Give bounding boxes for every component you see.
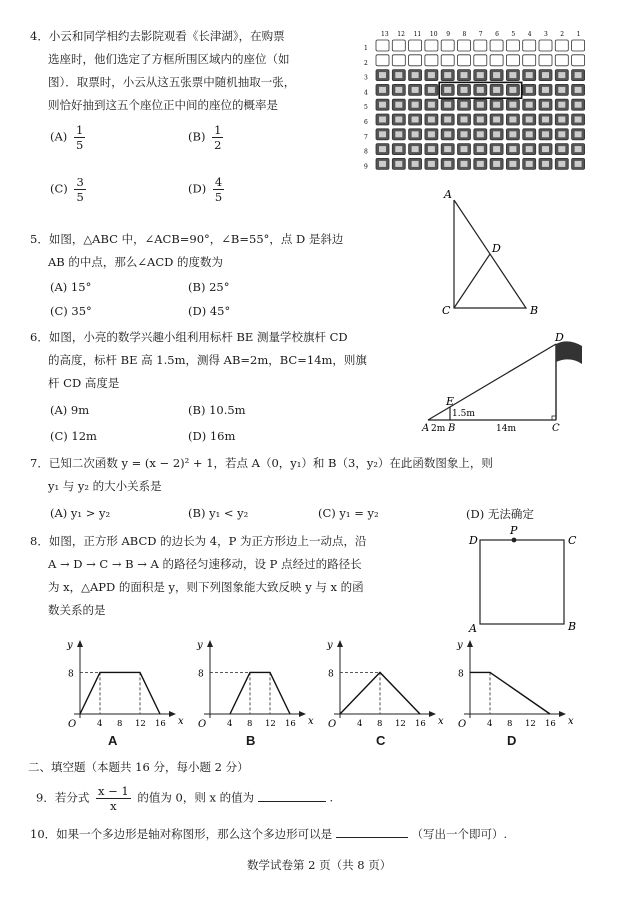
- seat-inner: [558, 161, 565, 167]
- y-axis-arrow: [467, 640, 473, 647]
- x-axis-arrow: [169, 711, 176, 717]
- option-label: (C): [50, 181, 68, 196]
- q4-stem: [30, 25, 295, 117]
- seat-row-number: 2: [364, 59, 368, 67]
- seat-row-number: 3: [364, 74, 368, 82]
- x-tick-label: 4: [487, 719, 493, 729]
- seat-chart: [362, 28, 594, 176]
- q6-option-a[interactable]: (A) 9m: [50, 403, 90, 417]
- option-label: (D): [188, 181, 207, 196]
- seat-row-number: 5: [364, 104, 368, 112]
- seat-inner: [461, 131, 468, 137]
- origin-label: O: [68, 719, 77, 730]
- option-label: (B): [188, 129, 206, 144]
- x-tick-label: 16: [545, 719, 556, 729]
- seat-col-number: 3: [544, 31, 548, 38]
- fraction: $\frac{x - 1}{x}$: [97, 784, 129, 813]
- vertex-label: A: [469, 622, 477, 635]
- origin-label: O: [198, 719, 207, 730]
- seat-inner: [395, 117, 402, 123]
- q8-line: 数关系的是: [48, 603, 106, 617]
- y-tick-label: 8: [458, 669, 464, 680]
- x-tick-label: 4: [357, 719, 363, 729]
- seat-inner: [461, 117, 468, 123]
- seat-inner: [395, 131, 402, 137]
- seat-inner: [428, 117, 435, 123]
- page-footer: 数学试卷第 2 页（共 8 页）: [247, 858, 392, 872]
- seat-inner: [542, 102, 549, 108]
- seat-inner: [379, 117, 386, 123]
- vertex-label: A: [444, 188, 452, 201]
- seat: [523, 40, 536, 51]
- q5-line: AB 的中点，那么∠ACD 的度数为: [48, 255, 224, 269]
- seat-col-number: 4: [527, 31, 532, 38]
- seat-inner: [444, 131, 451, 137]
- q6-option-d[interactable]: (D) 16m: [188, 429, 236, 443]
- q5-option-d[interactable]: (D) 45°: [188, 304, 231, 318]
- seat-inner: [461, 161, 468, 167]
- seat-inner: [444, 117, 451, 123]
- seat-inner: [509, 131, 516, 137]
- seat-inner: [509, 102, 516, 108]
- q6-flagpole-figure: [420, 328, 600, 436]
- seat-inner: [477, 102, 484, 108]
- seat-col-number: 8: [462, 31, 467, 38]
- q8-stem: [30, 530, 366, 622]
- q8-graph-c: [320, 636, 444, 730]
- seat: [376, 55, 389, 66]
- graph-label-d[interactable]: D: [507, 733, 517, 748]
- seat-inner: [379, 72, 386, 78]
- fraction: $\frac{1}{5}$: [75, 123, 84, 152]
- q9: [36, 784, 333, 813]
- seat-inner: [444, 161, 451, 167]
- seat: [572, 40, 585, 51]
- seat-inner: [477, 131, 484, 137]
- q8-graph-a: [60, 636, 184, 730]
- seat-inner: [509, 72, 516, 78]
- point-label: E: [446, 395, 455, 408]
- flag-icon: [556, 341, 582, 364]
- q9-text: 的值为 0，则 x 的值为: [137, 790, 255, 805]
- x-axis-label: x: [308, 716, 314, 727]
- seat-col-number: 5: [511, 31, 516, 38]
- q4-option-d[interactable]: [188, 175, 227, 204]
- q8-line: 为 x，△APD 的面积是 y，则下列图象能大致反映 y 与 x 的函: [48, 580, 364, 594]
- seat: [572, 55, 585, 66]
- seat: [490, 55, 503, 66]
- seat-row-number: 8: [364, 148, 368, 156]
- seat-inner: [575, 131, 582, 137]
- seat: [425, 40, 438, 51]
- seat-inner: [477, 146, 484, 152]
- function-graph-line: [80, 672, 160, 714]
- seat-inner: [526, 146, 533, 152]
- seat: [441, 55, 454, 66]
- seat-inner: [428, 72, 435, 78]
- seat-row-number: 9: [364, 163, 368, 171]
- seat-inner: [444, 72, 451, 78]
- x-tick-label: 12: [135, 719, 146, 729]
- fraction: $\frac{3}{5}$: [76, 175, 84, 204]
- seat-inner: [428, 87, 435, 93]
- seat: [409, 40, 422, 51]
- seat-inner: [493, 131, 500, 137]
- option-label: (A): [50, 129, 68, 144]
- seat-inner: [477, 72, 484, 78]
- x-axis-arrow: [559, 711, 566, 717]
- seat-inner: [444, 102, 451, 108]
- q4-line: 则恰好抽到这五个座位正中间的座位的概率是: [48, 98, 278, 112]
- seat-inner: [509, 161, 516, 167]
- seat-inner: [461, 102, 468, 108]
- q6-line: 杆 CD 高度是: [48, 376, 120, 390]
- graph-label-b[interactable]: B: [246, 733, 256, 748]
- seat-inner: [477, 117, 484, 123]
- x-axis-arrow: [299, 711, 306, 717]
- seat: [392, 40, 405, 51]
- seat: [539, 40, 552, 51]
- q7-line: y₁ 与 y₂ 的大小关系是: [48, 479, 162, 493]
- seat-inner: [444, 146, 451, 152]
- seat-inner: [461, 72, 468, 78]
- q5-line: 5．如图，△ABC 中，∠ACB=90°，∠B=55°，点 D 是斜边: [30, 232, 344, 246]
- q7-stem: [30, 452, 493, 498]
- seat: [490, 40, 503, 51]
- q7-line: 7．已知二次函数 y = (x − 2)² + 1，若点 A（0，y₁）和 B（3，y₂）在此函数图象上，则: [30, 456, 493, 470]
- point-label: B: [448, 423, 456, 434]
- x-tick-label: 16: [155, 719, 166, 729]
- x-tick-label: 8: [117, 719, 123, 729]
- answer-blank[interactable]: [336, 825, 408, 838]
- length-label: 2m: [431, 424, 446, 434]
- x-axis-label: x: [438, 716, 444, 727]
- q7-option-c[interactable]: (C) y₁ = y₂: [318, 506, 379, 520]
- seat-inner: [493, 87, 500, 93]
- function-graph-line: [470, 672, 550, 714]
- seat: [555, 55, 568, 66]
- seat-inner: [558, 131, 565, 137]
- x-tick-label: 8: [507, 719, 513, 729]
- seat-col-number: 12: [397, 31, 405, 38]
- graph-label-c[interactable]: C: [376, 733, 386, 748]
- q5-option-c[interactable]: (C) 35°: [50, 304, 92, 318]
- seat-inner: [428, 102, 435, 108]
- origin-label: O: [458, 719, 467, 730]
- seat: [441, 40, 454, 51]
- seat-inner: [575, 87, 582, 93]
- seat: [458, 55, 471, 66]
- seat-inner: [395, 146, 402, 152]
- seat-inner: [379, 146, 386, 152]
- seat: [458, 40, 471, 51]
- seat-row-number: 6: [364, 119, 368, 126]
- point-p-dot: [512, 538, 517, 543]
- q8-square-figure: [464, 522, 584, 634]
- seat-col-number: 11: [413, 31, 422, 38]
- q4-line: 4．小云和同学相约去影院观看《长津湖》，在购票: [30, 29, 285, 43]
- q8-line: 8．如图，正方形 ABCD 的边长为 4，P 为正方形边上一动点，沿: [30, 534, 367, 548]
- seat-inner: [526, 87, 533, 93]
- seat-inner: [575, 72, 582, 78]
- section-heading: 二、填空题（本题共 16 分，每小题 2 分）: [28, 760, 249, 774]
- seat-row-number: 4: [364, 89, 368, 97]
- seat-inner: [575, 146, 582, 152]
- seat-inner: [379, 131, 386, 137]
- seat-col-number: 9: [446, 31, 451, 38]
- q5-stem: [30, 228, 343, 274]
- y-tick-label: 8: [198, 669, 204, 680]
- seat-inner: [379, 102, 386, 108]
- q4-option-b[interactable]: [188, 123, 226, 152]
- origin-label: O: [328, 719, 337, 730]
- seat-inner: [526, 131, 533, 137]
- q6-stem: [30, 326, 367, 395]
- length-label: 14m: [496, 424, 516, 434]
- q10-text: 10．如果一个多边形是轴对称图形，那么这个多边形可以是: [30, 827, 333, 841]
- seat-col-number: 2: [560, 31, 565, 38]
- vertex-label: C: [442, 304, 451, 317]
- point-label: P: [510, 524, 518, 537]
- seat-inner: [575, 102, 582, 108]
- q6-option-b[interactable]: (B) 10.5m: [188, 403, 246, 417]
- seat-inner: [412, 131, 419, 137]
- seat-inner: [493, 161, 500, 167]
- q4-line: 图）．取票时，小云从这五张票中随机抽取一张，: [48, 75, 296, 89]
- x-tick-label: 16: [285, 719, 296, 729]
- seat: [409, 55, 422, 66]
- seat-inner: [428, 146, 435, 152]
- seat-inner: [428, 131, 435, 137]
- q6-line: 的高度，标杆 BE 高 1.5m，测得 AB=2m，BC=14m，则旗: [48, 353, 367, 367]
- seat: [425, 55, 438, 66]
- vertex-label: C: [568, 534, 577, 547]
- seat: [392, 55, 405, 66]
- seat: [539, 55, 552, 66]
- y-axis-label: y: [457, 640, 463, 651]
- x-axis-arrow: [429, 711, 436, 717]
- seat-inner: [509, 117, 516, 123]
- q9-text: 9．若分式: [36, 790, 90, 805]
- seat-inner: [412, 117, 419, 123]
- seat: [506, 55, 519, 66]
- q5-triangle-figure: [436, 186, 556, 318]
- seat-inner: [477, 87, 484, 93]
- seat-inner: [493, 72, 500, 78]
- seat-inner: [542, 72, 549, 78]
- vertex-label: B: [530, 304, 539, 317]
- x-tick-label: 16: [415, 719, 426, 729]
- q6-option-c[interactable]: (C) 12m: [50, 429, 97, 443]
- x-tick-label: 4: [227, 719, 233, 729]
- seat-inner: [444, 87, 451, 93]
- seat-inner: [526, 117, 533, 123]
- vertex-label: D: [469, 534, 478, 547]
- q7-option-d[interactable]: (D) 无法确定: [466, 507, 534, 521]
- seat-row-number: 7: [364, 133, 368, 141]
- y-tick-label: 8: [328, 669, 334, 680]
- q8-graph-b: [190, 636, 314, 730]
- seat-col-number: 13: [381, 31, 389, 38]
- seat-inner: [493, 102, 500, 108]
- seat-inner: [509, 87, 516, 93]
- q4-option-a[interactable]: [50, 123, 88, 152]
- seat-inner: [542, 87, 549, 93]
- x-axis-label: x: [178, 716, 184, 727]
- seat-inner: [379, 161, 386, 167]
- seat: [523, 55, 536, 66]
- seat-inner: [558, 146, 565, 152]
- point-label: A: [422, 423, 430, 434]
- q5-option-a[interactable]: (A) 15°: [50, 280, 92, 294]
- q9-text: .: [329, 790, 334, 805]
- seat-inner: [412, 161, 419, 167]
- seat: [506, 40, 519, 51]
- x-tick-label: 12: [525, 719, 536, 729]
- x-tick-label: 4: [97, 719, 103, 729]
- q4-line: 选座时，他们选定了方框所围区域内的座位（如: [48, 52, 290, 66]
- point-label: D: [555, 331, 564, 344]
- graph-label-a[interactable]: A: [108, 733, 118, 748]
- seat-inner: [542, 146, 549, 152]
- seat: [376, 40, 389, 51]
- seat-inner: [526, 161, 533, 167]
- q7-option-b[interactable]: (B) y₁ < y₂: [188, 506, 249, 520]
- q6-line: 6．如图，小亮的数学兴趣小组利用标杆 BE 测量学校旗杆 CD: [30, 330, 348, 344]
- q5-option-b[interactable]: (B) 25°: [188, 280, 230, 294]
- seat-inner: [542, 131, 549, 137]
- length-label: 1.5m: [452, 409, 475, 419]
- q10-text: （写出一个即可）.: [411, 827, 508, 841]
- x-tick-label: 12: [395, 719, 406, 729]
- seat-inner: [509, 146, 516, 152]
- seat-inner: [542, 117, 549, 123]
- seat-inner: [428, 161, 435, 167]
- point-label: C: [552, 423, 560, 434]
- y-axis-arrow: [337, 640, 343, 647]
- fraction: $\frac{1}{2}$: [214, 123, 222, 152]
- seat-inner: [493, 146, 500, 152]
- seat-inner: [542, 161, 549, 167]
- vertex-label: D: [492, 242, 501, 255]
- fraction: $\frac{4}{5}$: [214, 175, 223, 204]
- seat-inner: [395, 87, 402, 93]
- seat-inner: [526, 72, 533, 78]
- x-tick-label: 12: [265, 719, 276, 729]
- y-axis-arrow: [77, 640, 83, 647]
- seat-inner: [461, 146, 468, 152]
- vertex-label: B: [568, 620, 577, 633]
- seat-inner: [493, 117, 500, 123]
- x-axis-label: x: [568, 716, 574, 727]
- seat-inner: [379, 87, 386, 93]
- seat-col-number: 7: [478, 31, 483, 38]
- q4-option-c[interactable]: [50, 175, 89, 204]
- seat-inner: [412, 102, 419, 108]
- x-tick-label: 8: [377, 719, 383, 729]
- seat-inner: [395, 161, 402, 167]
- seat-inner: [395, 102, 402, 108]
- answer-blank[interactable]: [258, 789, 326, 802]
- y-axis-label: y: [197, 640, 203, 651]
- seat-inner: [558, 102, 565, 108]
- seat: [474, 40, 487, 51]
- seat-inner: [412, 87, 419, 93]
- q10: [30, 825, 507, 842]
- y-axis-label: y: [67, 640, 73, 651]
- seat-inner: [526, 102, 533, 108]
- seat-inner: [461, 87, 468, 93]
- seat: [474, 55, 487, 66]
- function-graph-line: [230, 672, 290, 714]
- seat: [555, 40, 568, 51]
- seat-inner: [558, 87, 565, 93]
- y-axis-label: y: [327, 640, 333, 651]
- seat-inner: [558, 72, 565, 78]
- seat-inner: [477, 161, 484, 167]
- seat-col-number: 6: [495, 31, 499, 38]
- y-tick-label: 8: [68, 669, 74, 680]
- y-axis-arrow: [207, 640, 213, 647]
- seat-inner: [412, 72, 419, 78]
- seat-inner: [558, 117, 565, 123]
- x-tick-label: 8: [247, 719, 253, 729]
- seat-inner: [412, 146, 419, 152]
- seat-col-number: 1: [576, 31, 581, 38]
- seat-inner: [395, 72, 402, 78]
- q8-graph-d: [450, 636, 574, 730]
- seat-row-number: 1: [364, 45, 368, 52]
- seat-inner: [575, 117, 582, 123]
- seat-col-number: 10: [429, 31, 438, 38]
- q7-option-a[interactable]: (A) y₁ > y₂: [50, 506, 111, 520]
- seat-inner: [575, 161, 582, 167]
- q8-line: A → D → C → B → A 的路径匀速移动，设 P 点经过的路径长: [48, 557, 362, 571]
